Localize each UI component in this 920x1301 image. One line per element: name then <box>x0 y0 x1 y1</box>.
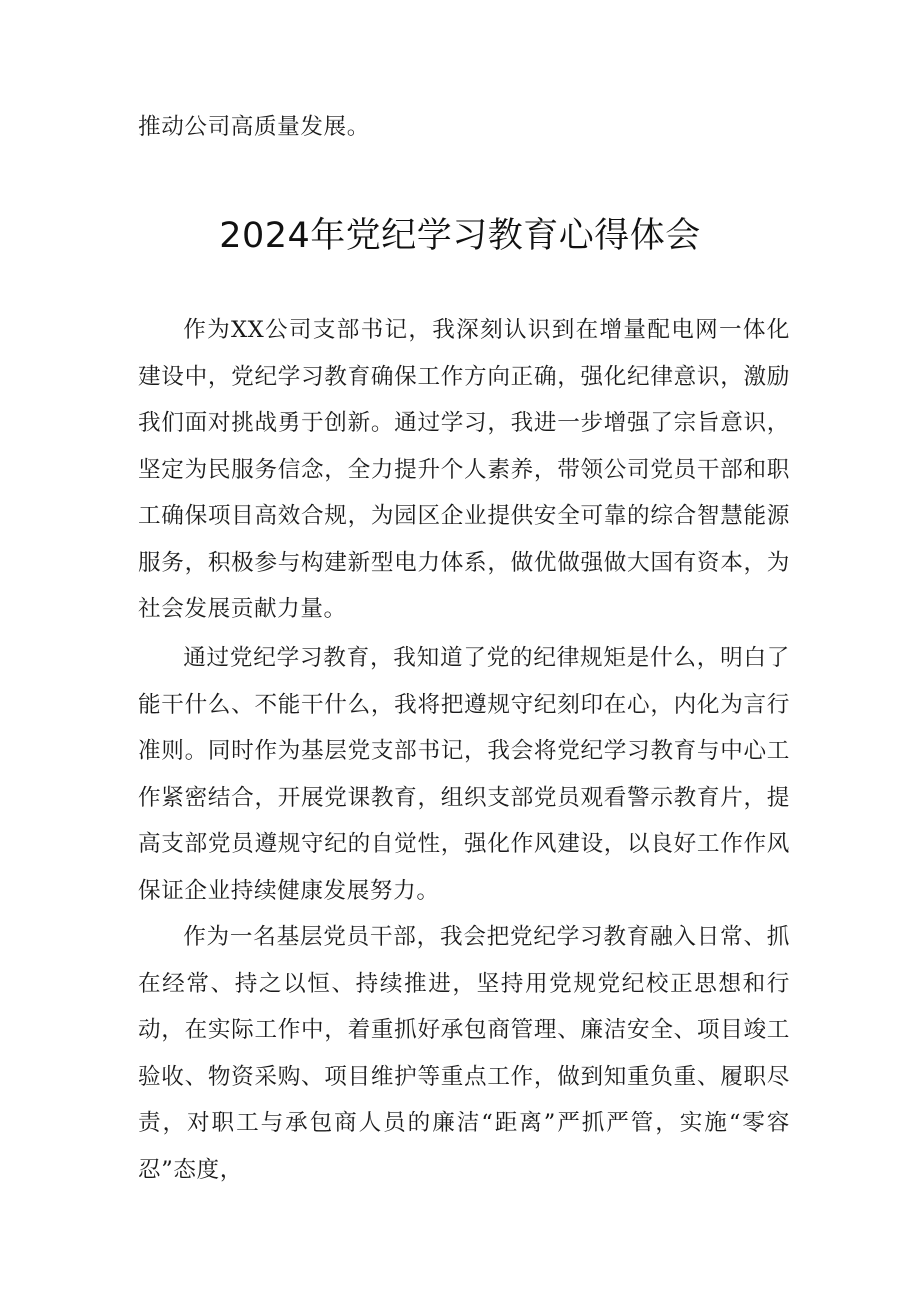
paragraph-1: 作为XX公司支部书记，我深刻认识到在增量配电网一体化建设中，党纪学习教育确保工作方向正确，强化纪律意识，激励我们面对挑战勇于创新。通过学习，我进一步增强了宗旨意识，坚定为民服务信念，全力提升个人素养，带领公司党员干部和职工确保项目高效合规，为园区企业提供安全可靠的综合智慧能源服务，积极参与构建新型电力体系，做优做强做大国有资本，为社会发展贡献力量。 <box>138 317 790 622</box>
carryover-paragraph: 推动公司高质量发展。 <box>138 114 370 140</box>
document-title: 2024年党纪学习教育心得体会 <box>219 216 701 256</box>
paragraph-3: 作为一名基层党员干部，我会把党纪学习教育融入日常、抓在经常、持之以恒、持续推进，坚持用党规党纪校正思想和行动，在实际工作中，着重抓好承包商管理、廉洁安全、项目竣工验收、物资采购、项目维护等重点工作，做到知重负重、履职尽责，对职工与承包商人员的廉洁“距离”严抓严管，实施“零容忍”态度， <box>138 924 790 1183</box>
paragraph-2: 通过党纪学习教育，我知道了党的纪律规矩是什么，明白了能干什么、不能干什么，我将把遵规守纪刻印在心，内化为言行准则。同时作为基层党支部书记，我会将党纪学习教育与中心工作紧密结合，开展党课教育，组织支部党员观看警示教育片，提高支部党员遵规守纪的自觉性，强化作风建设，以良好工作作风保证企业持续健康发展努力。 <box>138 645 790 904</box>
